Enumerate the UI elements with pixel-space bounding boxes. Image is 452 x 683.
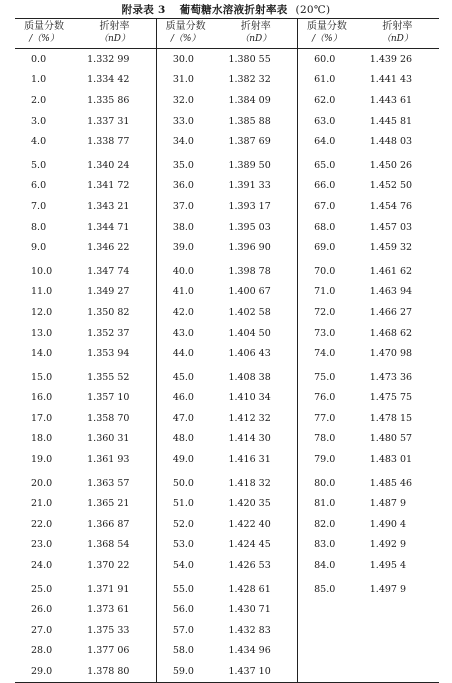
mass-fraction-cell: 68.0 bbox=[314, 221, 336, 233]
mass-fraction-cell bbox=[298, 620, 356, 641]
refractive-index-cell: 1.350 82 bbox=[73, 302, 156, 323]
mass-fraction-cell: 77.0 bbox=[314, 412, 336, 424]
table-row bbox=[15, 449, 439, 470]
mass-fraction-cell: 55.0 bbox=[172, 583, 194, 595]
refractive-index-cell: 1.377 06 bbox=[73, 641, 156, 662]
header-row bbox=[15, 19, 439, 34]
mass-fraction-cell: 25.0 bbox=[31, 583, 53, 595]
refractive-index-cell: 1.380 55 bbox=[214, 49, 297, 70]
refractive-index-cell: 1.459 32 bbox=[369, 242, 413, 254]
mass-fraction-cell: 78.0 bbox=[314, 433, 336, 445]
header-mass-unit: /（%） bbox=[298, 33, 356, 49]
refractive-index-cell: 1.384 09 bbox=[214, 90, 297, 111]
table-row bbox=[15, 131, 439, 152]
refractive-index-cell bbox=[356, 661, 439, 682]
refractive-index-cell: 1.347 74 bbox=[73, 258, 156, 282]
refractive-index-cell: 1.466 27 bbox=[369, 306, 413, 318]
refractive-index-cell: 1.487 9 bbox=[369, 498, 407, 510]
refractive-index-cell: 1.470 98 bbox=[369, 348, 413, 360]
table-row bbox=[15, 429, 439, 450]
mass-fraction-cell: 19.0 bbox=[31, 454, 53, 466]
table-row bbox=[15, 470, 439, 494]
header-mass-unit: /（%） bbox=[15, 33, 73, 49]
mass-fraction-cell: 60.0 bbox=[314, 53, 336, 65]
refractive-index-cell: 1.445 81 bbox=[369, 115, 413, 127]
refractive-index-cell: 1.357 10 bbox=[73, 388, 156, 409]
mass-fraction-cell: 80.0 bbox=[314, 477, 336, 489]
table-row bbox=[15, 661, 439, 682]
refractive-index-cell: 1.432 83 bbox=[214, 620, 297, 641]
refractive-index-cell: 1.340 24 bbox=[73, 152, 156, 176]
refractive-index-cell: 1.480 57 bbox=[369, 433, 413, 445]
mass-fraction-cell: 29.0 bbox=[31, 666, 53, 678]
header-mass-fraction: 质量分数 bbox=[306, 21, 347, 32]
mass-fraction-cell: 24.0 bbox=[31, 560, 53, 572]
mass-fraction-cell: 31.0 bbox=[172, 74, 194, 86]
refractive-index-cell: 1.408 38 bbox=[214, 364, 297, 388]
mass-fraction-cell: 11.0 bbox=[31, 286, 53, 298]
table-row bbox=[15, 196, 439, 217]
refractive-index-cell: 1.450 26 bbox=[369, 159, 413, 171]
mass-fraction-cell: 48.0 bbox=[172, 433, 194, 445]
mass-fraction-cell: 17.0 bbox=[31, 412, 53, 424]
table-body bbox=[15, 49, 439, 683]
refractive-index-cell: 1.485 46 bbox=[369, 477, 413, 489]
mass-fraction-cell: 43.0 bbox=[172, 327, 194, 339]
table-row bbox=[15, 535, 439, 556]
mass-fraction-cell: 12.0 bbox=[31, 306, 53, 318]
mass-fraction-cell: 66.0 bbox=[314, 180, 336, 192]
mass-fraction-cell bbox=[298, 599, 356, 620]
header-mass-fraction: 质量分数 bbox=[165, 21, 206, 32]
mass-fraction-cell: 10.0 bbox=[31, 265, 53, 277]
refractive-index-cell: 1.426 53 bbox=[214, 555, 297, 576]
refractive-index-cell: 1.396 90 bbox=[214, 237, 297, 258]
refractive-index-cell: 1.443 61 bbox=[369, 94, 413, 106]
refractive-index-cell: 1.420 35 bbox=[214, 493, 297, 514]
mass-fraction-cell: 2.0 bbox=[31, 94, 47, 106]
refractive-index-cell: 1.375 33 bbox=[73, 620, 156, 641]
refractive-index-cell: 1.406 43 bbox=[214, 343, 297, 364]
mass-fraction-cell: 21.0 bbox=[31, 498, 53, 510]
mass-fraction-cell: 22.0 bbox=[31, 518, 53, 530]
refractive-index-cell: 1.360 31 bbox=[73, 429, 156, 450]
header-refractive-symbol: （nD） bbox=[73, 33, 156, 49]
mass-fraction-cell: 3.0 bbox=[31, 115, 47, 127]
mass-fraction-cell: 63.0 bbox=[314, 115, 336, 127]
refractive-index-cell: 1.389 50 bbox=[214, 152, 297, 176]
mass-fraction-cell: 83.0 bbox=[314, 539, 336, 551]
mass-fraction-cell: 27.0 bbox=[31, 624, 53, 636]
mass-fraction-cell: 85.0 bbox=[314, 583, 336, 595]
refractive-index-cell: 1.335 86 bbox=[73, 90, 156, 111]
mass-fraction-cell: 39.0 bbox=[172, 242, 194, 254]
mass-fraction-cell: 40.0 bbox=[172, 265, 194, 277]
refractive-index-cell: 1.495 4 bbox=[369, 560, 407, 572]
mass-fraction-cell: 84.0 bbox=[314, 560, 336, 572]
mass-fraction-cell: 70.0 bbox=[314, 265, 336, 277]
mass-fraction-cell: 57.0 bbox=[172, 624, 194, 636]
refractive-index-cell bbox=[356, 641, 439, 662]
mass-fraction-cell: 14.0 bbox=[31, 348, 53, 360]
mass-fraction-cell: 44.0 bbox=[172, 348, 194, 360]
mass-fraction-cell: 54.0 bbox=[172, 560, 194, 572]
refractive-index-cell: 1.391 33 bbox=[214, 176, 297, 197]
refractive-index-cell: 1.352 37 bbox=[73, 323, 156, 344]
mass-fraction-cell: 16.0 bbox=[31, 392, 53, 404]
table-row bbox=[15, 237, 439, 258]
refractive-index-cell: 1.475 75 bbox=[369, 392, 413, 404]
table-row bbox=[15, 514, 439, 535]
table-row bbox=[15, 343, 439, 364]
refractive-index-cell: 1.385 88 bbox=[214, 111, 297, 132]
refractive-index-cell: 1.366 87 bbox=[73, 514, 156, 535]
mass-fraction-cell: 5.0 bbox=[31, 159, 47, 171]
mass-fraction-cell bbox=[298, 661, 356, 682]
refractive-index-cell: 1.478 15 bbox=[369, 412, 413, 424]
header-units-row bbox=[15, 33, 439, 49]
refractive-index-cell: 1.349 27 bbox=[73, 282, 156, 303]
table-row bbox=[15, 364, 439, 388]
table-row bbox=[15, 49, 439, 70]
mass-fraction-cell: 52.0 bbox=[172, 518, 194, 530]
mass-fraction-cell: 59.0 bbox=[172, 666, 194, 678]
mass-fraction-cell bbox=[298, 641, 356, 662]
table-title bbox=[0, 2, 452, 17]
mass-fraction-cell: 73.0 bbox=[314, 327, 336, 339]
table-name: 葡萄糖水溶液折射率表 bbox=[179, 4, 288, 16]
refractive-index-cell: 1.338 77 bbox=[73, 131, 156, 152]
table-row bbox=[15, 641, 439, 662]
refractive-index-cell: 1.468 62 bbox=[369, 327, 413, 339]
refractive-index-cell: 1.361 93 bbox=[73, 449, 156, 470]
mass-fraction-cell: 61.0 bbox=[314, 74, 336, 86]
table-row bbox=[15, 302, 439, 323]
refractive-index-cell: 1.344 71 bbox=[73, 217, 156, 238]
refractive-index-cell: 1.370 22 bbox=[73, 555, 156, 576]
refractive-index-cell: 1.483 01 bbox=[369, 454, 413, 466]
refractive-index-cell: 1.492 9 bbox=[369, 539, 407, 551]
table-row bbox=[15, 493, 439, 514]
refractive-index-cell: 1.418 32 bbox=[214, 470, 297, 494]
table-row bbox=[15, 111, 439, 132]
mass-fraction-cell: 46.0 bbox=[172, 392, 194, 404]
header-refractive-symbol: （nD） bbox=[356, 33, 439, 49]
mass-fraction-cell: 0.0 bbox=[31, 53, 47, 65]
refractive-index-cell: 1.400 67 bbox=[214, 282, 297, 303]
mass-fraction-cell: 30.0 bbox=[172, 53, 194, 65]
table-row bbox=[15, 408, 439, 429]
mass-fraction-cell: 7.0 bbox=[31, 200, 47, 212]
refractive-index-table bbox=[15, 18, 439, 683]
refractive-index-cell: 1.378 80 bbox=[73, 661, 156, 682]
mass-fraction-cell: 50.0 bbox=[172, 477, 194, 489]
table-row bbox=[15, 217, 439, 238]
mass-fraction-cell: 13.0 bbox=[31, 327, 53, 339]
mass-fraction-cell: 64.0 bbox=[314, 136, 336, 148]
table-row bbox=[15, 70, 439, 91]
refractive-index-cell: 1.424 45 bbox=[214, 535, 297, 556]
refractive-index-cell: 1.473 36 bbox=[369, 371, 413, 383]
mass-fraction-cell: 75.0 bbox=[314, 371, 336, 383]
mass-fraction-cell: 82.0 bbox=[314, 518, 336, 530]
mass-fraction-cell: 69.0 bbox=[314, 242, 336, 254]
refractive-index-cell: 1.448 03 bbox=[369, 136, 413, 148]
mass-fraction-cell: 38.0 bbox=[172, 221, 194, 233]
table-row bbox=[15, 576, 439, 600]
mass-fraction-cell: 49.0 bbox=[172, 454, 194, 466]
refractive-index-cell: 1.332 99 bbox=[73, 49, 156, 70]
mass-fraction-cell: 37.0 bbox=[172, 200, 194, 212]
mass-fraction-cell: 6.0 bbox=[31, 180, 47, 192]
refractive-index-cell: 1.461 62 bbox=[369, 265, 413, 277]
table-row bbox=[15, 599, 439, 620]
table-row bbox=[15, 555, 439, 576]
mass-fraction-cell: 4.0 bbox=[31, 136, 47, 148]
refractive-index-cell: 1.365 21 bbox=[73, 493, 156, 514]
mass-fraction-cell: 56.0 bbox=[172, 604, 194, 616]
mass-fraction-cell: 33.0 bbox=[172, 115, 194, 127]
refractive-index-cell: 1.404 50 bbox=[214, 323, 297, 344]
mass-fraction-cell: 26.0 bbox=[31, 604, 53, 616]
refractive-index-cell: 1.490 4 bbox=[369, 518, 407, 530]
mass-fraction-cell: 58.0 bbox=[172, 645, 194, 657]
table-row bbox=[15, 176, 439, 197]
table-row bbox=[15, 620, 439, 641]
mass-fraction-cell: 62.0 bbox=[314, 94, 336, 106]
mass-fraction-cell: 41.0 bbox=[172, 286, 194, 298]
mass-fraction-cell: 53.0 bbox=[172, 539, 194, 551]
mass-fraction-cell: 28.0 bbox=[31, 645, 53, 657]
refractive-index-cell: 1.368 54 bbox=[73, 535, 156, 556]
refractive-index-cell: 1.452 50 bbox=[369, 180, 413, 192]
mass-fraction-cell: 45.0 bbox=[172, 371, 194, 383]
refractive-index-cell: 1.371 91 bbox=[73, 576, 156, 600]
mass-fraction-cell: 15.0 bbox=[31, 371, 53, 383]
refractive-index-cell: 1.402 58 bbox=[214, 302, 297, 323]
refractive-index-cell: 1.416 31 bbox=[214, 449, 297, 470]
table-row bbox=[15, 258, 439, 282]
table-row bbox=[15, 282, 439, 303]
table-number: 附录表 3 bbox=[121, 4, 166, 16]
refractive-index-cell: 1.441 43 bbox=[369, 74, 413, 86]
header-refractive-index: 折射率 bbox=[382, 21, 413, 32]
refractive-index-cell: 1.373 61 bbox=[73, 599, 156, 620]
refractive-index-cell: 1.428 61 bbox=[214, 576, 297, 600]
refractive-index-cell: 1.353 94 bbox=[73, 343, 156, 364]
mass-fraction-cell: 9.0 bbox=[31, 242, 47, 254]
mass-fraction-cell: 47.0 bbox=[172, 412, 194, 424]
refractive-index-cell: 1.355 52 bbox=[73, 364, 156, 388]
mass-fraction-cell: 74.0 bbox=[314, 348, 336, 360]
mass-fraction-cell: 67.0 bbox=[314, 200, 336, 212]
mass-fraction-cell: 65.0 bbox=[314, 159, 336, 171]
header-mass-fraction: 质量分数 bbox=[24, 21, 65, 32]
refractive-index-cell: 1.414 30 bbox=[214, 429, 297, 450]
refractive-index-cell: 1.410 34 bbox=[214, 388, 297, 409]
refractive-index-cell: 1.382 32 bbox=[214, 70, 297, 91]
header-mass-unit: /（%） bbox=[156, 33, 214, 49]
header-refractive-index: 折射率 bbox=[214, 19, 297, 34]
mass-fraction-cell: 79.0 bbox=[314, 454, 336, 466]
mass-fraction-cell: 81.0 bbox=[314, 498, 336, 510]
mass-fraction-cell: 42.0 bbox=[172, 306, 194, 318]
mass-fraction-cell: 72.0 bbox=[314, 306, 336, 318]
table-row bbox=[15, 90, 439, 111]
mass-fraction-cell: 8.0 bbox=[31, 221, 47, 233]
refractive-index-cell: 1.497 9 bbox=[369, 583, 407, 595]
refractive-index-cell: 1.341 72 bbox=[73, 176, 156, 197]
mass-fraction-cell: 76.0 bbox=[314, 392, 336, 404]
refractive-index-cell: 1.457 03 bbox=[369, 221, 413, 233]
refractive-index-cell: 1.337 31 bbox=[73, 111, 156, 132]
refractive-index-cell: 1.346 22 bbox=[73, 237, 156, 258]
table-row bbox=[15, 388, 439, 409]
mass-fraction-cell: 34.0 bbox=[172, 136, 194, 148]
refractive-index-cell: 1.437 10 bbox=[214, 661, 297, 682]
refractive-index-cell: 1.395 03 bbox=[214, 217, 297, 238]
refractive-index-cell: 1.363 57 bbox=[73, 470, 156, 494]
mass-fraction-cell: 18.0 bbox=[31, 433, 53, 445]
refractive-index-cell: 1.412 32 bbox=[214, 408, 297, 429]
refractive-index-cell: 1.358 70 bbox=[73, 408, 156, 429]
refractive-index-cell bbox=[356, 599, 439, 620]
mass-fraction-cell: 1.0 bbox=[31, 74, 47, 86]
refractive-index-cell: 1.393 17 bbox=[214, 196, 297, 217]
refractive-index-cell: 1.439 26 bbox=[369, 53, 413, 65]
refractive-index-cell bbox=[356, 620, 439, 641]
refractive-index-cell: 1.343 21 bbox=[73, 196, 156, 217]
mass-fraction-cell: 32.0 bbox=[172, 94, 194, 106]
table-row bbox=[15, 323, 439, 344]
refractive-index-cell: 1.430 71 bbox=[214, 599, 297, 620]
table-temperature: (20℃) bbox=[295, 4, 331, 16]
header-refractive-symbol: （nD） bbox=[214, 33, 297, 49]
mass-fraction-cell: 23.0 bbox=[31, 539, 53, 551]
refractive-index-cell: 1.334 42 bbox=[73, 70, 156, 91]
mass-fraction-cell: 35.0 bbox=[172, 159, 194, 171]
mass-fraction-cell: 71.0 bbox=[314, 286, 336, 298]
refractive-index-cell: 1.463 94 bbox=[369, 286, 413, 298]
refractive-index-cell: 1.422 40 bbox=[214, 514, 297, 535]
mass-fraction-cell: 36.0 bbox=[172, 180, 194, 192]
mass-fraction-cell: 51.0 bbox=[172, 498, 194, 510]
refractive-index-cell: 1.454 76 bbox=[369, 200, 413, 212]
refractive-index-cell: 1.434 96 bbox=[214, 641, 297, 662]
header-refractive-index: 折射率 bbox=[73, 19, 156, 34]
mass-fraction-cell: 20.0 bbox=[31, 477, 53, 489]
refractive-index-cell: 1.398 78 bbox=[214, 258, 297, 282]
table-row bbox=[15, 152, 439, 176]
refractive-index-cell: 1.387 69 bbox=[214, 131, 297, 152]
